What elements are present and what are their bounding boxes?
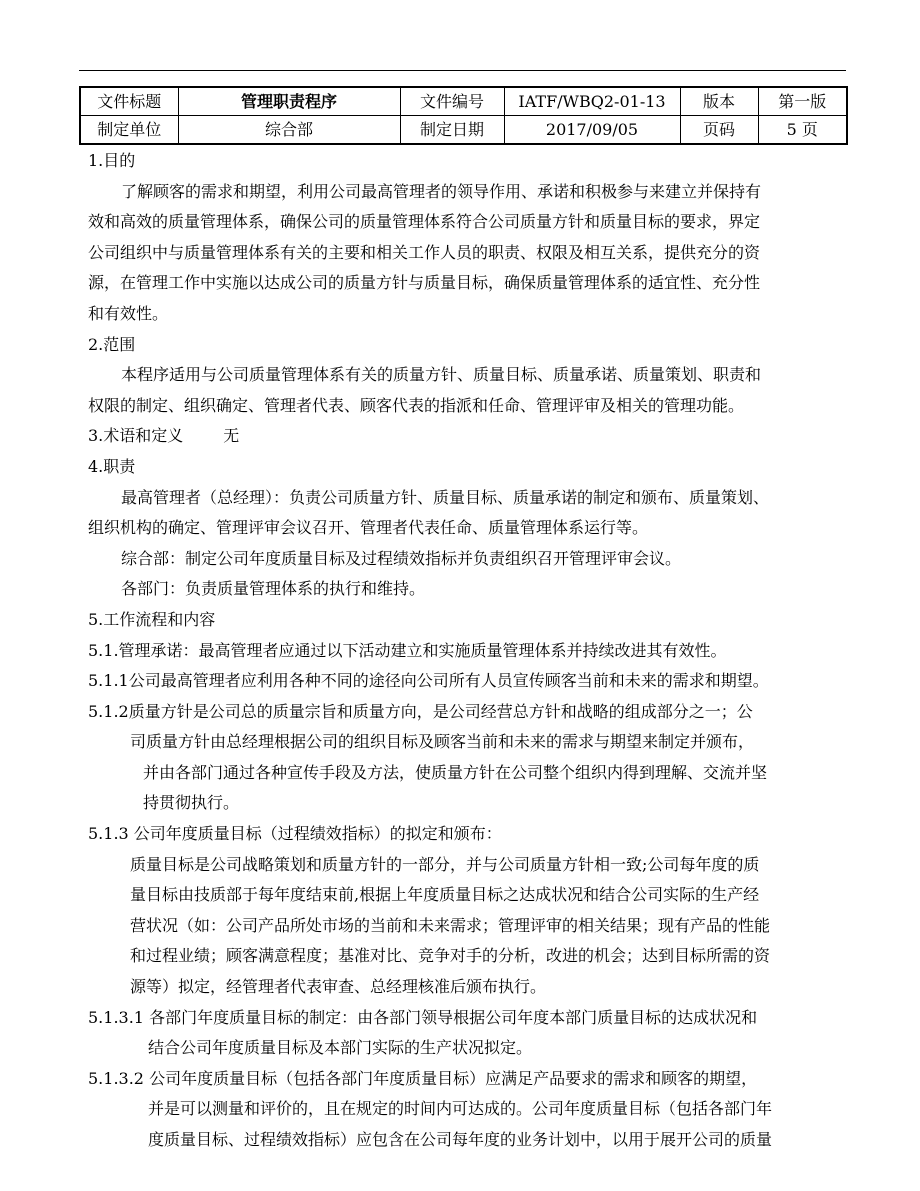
section-heading: 5.工作流程和内容	[88, 609, 216, 629]
clause-line: 5.1.管理承诺：最高管理者应通过以下活动建立和实施质量管理体系并持续改进其有效性。	[88, 640, 727, 660]
paragraph-line: 本程序适用与公司质量管理体系有关的质量方针、质量目标、质量承诺、质量策划、职责和	[121, 365, 762, 385]
clause-line: 5.1.2质量方针是公司总的质量宗旨和质量方向，是公司经营总方针和战略的组成部分之一；公	[88, 701, 753, 721]
label-doc-title: 文件标题	[80, 87, 178, 116]
paragraph-line: 公司组织中与质量管理体系有关的主要和相关工作人员的职责、权限及相互关系，提供充分的资	[88, 242, 761, 262]
paragraph-line: 效和高效的质量管理体系，确保公司的质量管理体系符合公司质量方针和质量目标的要求，界定	[88, 212, 761, 232]
clause-line: 5.1.3.2 公司年度质量目标（包括各部门年度质量目标）应满足产品要求的需求和顾客的期望，	[88, 1068, 758, 1088]
label-page-count: 页码	[680, 116, 758, 145]
header-row	[80, 116, 847, 145]
paragraph-line: 司质量方针由总经理根据公司的组织目标及顾客当前和未来的需求与期望来制定并颁布，	[130, 732, 755, 752]
document-body	[88, 146, 858, 1156]
version-value: 第一版	[758, 87, 847, 116]
paragraph-line: 源，在管理工作中实施以达成公司的质量方针与质量目标，确保质量管理体系的适宜性、充分性	[88, 273, 761, 293]
page-count-value: 5 页	[758, 116, 847, 145]
label-doc-number: 文件编号	[400, 87, 504, 116]
paragraph-line: 质量目标是公司战略策划和质量方针的一部分，并与公司质量方针相一致;公司每年度的质	[130, 854, 760, 874]
paragraph-line: 并是可以测量和评价的，且在规定的时间内可达成的。公司年度质量目标（包括各部门年	[148, 1099, 773, 1119]
clause-line: 5.1.3 公司年度质量目标（过程绩效指标）的拟定和颁布：	[88, 824, 502, 844]
section-heading: 1.目的	[88, 151, 136, 170]
document-header-table	[79, 86, 848, 145]
doc-number: IATF/WBQ2-01-13	[504, 87, 680, 116]
paragraph-line: 组织机构的确定、管理评审会议召开、管理者代表任命、质量管理体系运行等。	[88, 518, 649, 538]
clause-line: 5.1.3.1 各部门年度质量目标的制定：由各部门领导根据公司年度本部门质量目标的达成状况和	[88, 1007, 758, 1027]
paragraph-line: 量目标由技质部于每年度结束前,根据上年度质量目标之达成状况和结合公司实际的生产经	[130, 885, 760, 905]
date-value: 2017/09/05	[504, 116, 680, 145]
paragraph-line: 度质量目标、过程绩效指标）应包含在公司每年度的业务计划中，以用于展开公司的质量	[148, 1130, 773, 1149]
paragraph-line: 最高管理者（总经理）：负责公司质量方针、质量目标、质量承诺的制定和颁布、质量策划、	[121, 487, 770, 507]
doc-title: 管理职责程序	[178, 87, 400, 116]
paragraph-line: 源等）拟定，经管理者代表审查、总经理核准后颁布执行。	[130, 977, 547, 997]
paragraph-line: 权限的制定、组织确定、管理者代表、顾客代表的指派和任命、管理评审及相关的管理功能。	[88, 395, 745, 415]
paragraph-line: 营状况（如：公司产品所处市场的当前和未来需求；管理评审的相关结果；现有产品的性能	[130, 915, 771, 935]
header-rule	[79, 70, 846, 71]
label-department: 制定单位	[80, 116, 178, 145]
header-row	[80, 87, 847, 116]
definition-value: 无	[223, 426, 240, 446]
paragraph-line: 各部门：负责质量管理体系的执行和维持。	[121, 579, 426, 599]
label-date: 制定日期	[400, 116, 504, 145]
paragraph-line: 并由各部门通过各种宣传手段及方法，使质量方针在公司整个组织内得到理解、交流并坚	[143, 762, 768, 782]
paragraph-line: 了解顾客的需求和期望，利用公司最高管理者的领导作用、承诺和积极参与来建立并保持有	[121, 181, 762, 201]
paragraph-line: 和有效性。	[88, 303, 169, 323]
clause-line: 5.1.1公司最高管理者应利用各种不同的途径向公司所有人员宣传顾客当前和未来的需求和期望。	[88, 671, 769, 691]
section-heading: 2.范围	[88, 334, 136, 354]
paragraph-line: 结合公司年度质量目标及本部门实际的生产状况拟定。	[148, 1038, 533, 1058]
paragraph-line: 和过程业绩；顾客满意程度；基准对比、竞争对手的分析，改进的机会；达到目标所需的资	[130, 946, 771, 966]
department-value: 综合部	[178, 116, 400, 145]
label-version: 版本	[680, 87, 758, 116]
section-heading: 3.术语和定义	[88, 426, 184, 446]
paragraph-line: 综合部：制定公司年度质量目标及过程绩效指标并负责组织召开管理评审会议。	[121, 548, 682, 568]
paragraph-line: 持贯彻执行。	[143, 793, 240, 813]
section-heading-with-value	[88, 421, 858, 452]
section-heading: 4.职责	[88, 456, 136, 476]
